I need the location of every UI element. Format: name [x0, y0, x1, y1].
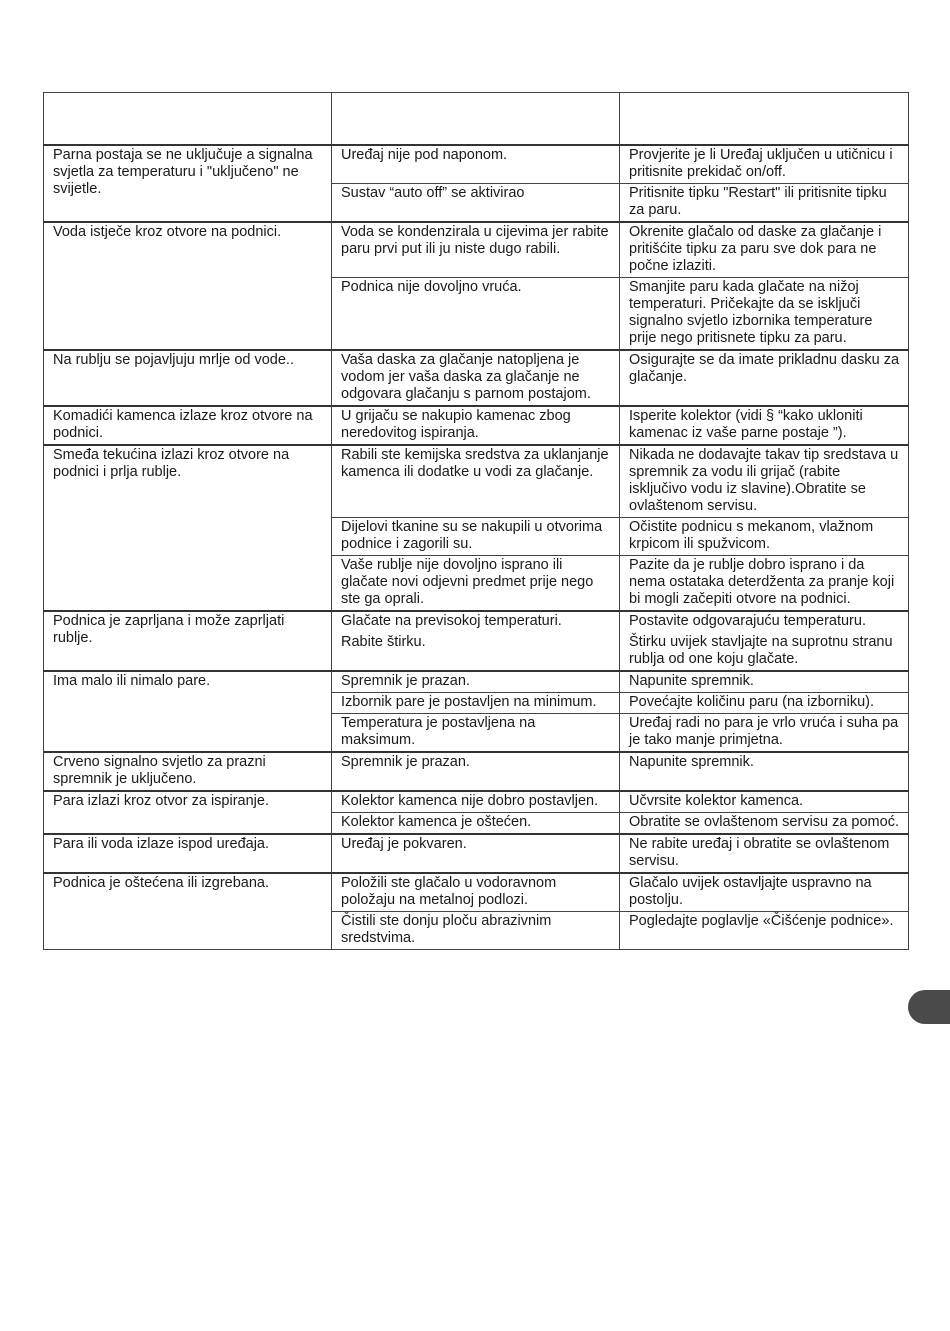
solution-text: Isperite kolektor (vidi § “kako ukloniti kamenac iz vaše parne postaje ”). — [629, 408, 863, 441]
cause-cell — [332, 556, 620, 612]
troubleshooting-table — [43, 92, 909, 950]
table-row — [44, 350, 909, 406]
solution-text: Okrenite glačalo od daske za glačanje i pritišćite tipku za paru sve dok para ne počne izlaziti. — [629, 224, 882, 274]
solution-text: Ne rabite uređaj i obratite se ovlaštenom servisu. — [629, 836, 890, 869]
header-cause — [332, 93, 620, 146]
solution-text: Glačalo uvijek ostavljajte uspravno na postolju. — [629, 875, 872, 908]
solution-text: Osigurajte se da imate prikladnu dasku za glačanje. — [629, 352, 900, 385]
cause-text: Kolektor kamenca nije dobro postavljen. — [341, 793, 599, 809]
solution-cell — [620, 184, 909, 223]
solution-cell — [620, 791, 909, 813]
solution-cell — [620, 350, 909, 406]
solution-text: Nikada ne dodavajte takav tip sredstava u spremnik za vodu ili grijač (rabite isključivo vodu iz slavine).Obratite se ovlaštenom servisu. — [629, 447, 899, 514]
header-problem — [44, 93, 332, 146]
cause-cell — [332, 834, 620, 873]
cause-cell — [332, 714, 620, 753]
table-row — [44, 873, 909, 912]
solution-text: Napunite spremnik. — [629, 673, 754, 689]
cause-cell — [332, 873, 620, 912]
solution-text: Pritisnite tipku "Restart" ili pritisnite tipku za paru. — [629, 185, 887, 218]
cause-cell — [332, 813, 620, 835]
cause-cell — [332, 791, 620, 813]
problem-cell: Para izlazi kroz otvor za ispiranje. — [44, 791, 332, 834]
table-header-row — [44, 93, 909, 146]
table-row — [44, 222, 909, 278]
cause-cell — [332, 693, 620, 714]
problem-cell: Smeđa tekućina izlazi kroz otvore na podnici i prlja rublje. — [44, 445, 332, 611]
cause-text: U grijaču se nakupio kamenac zbog neredovitog ispiranja. — [341, 408, 571, 441]
cause-extra-text: Rabite štirku. — [341, 634, 426, 650]
cause-cell — [332, 752, 620, 791]
cause-text: Izbornik pare je postavljen na minimum. — [341, 694, 597, 710]
cause-cell — [332, 350, 620, 406]
solution-text: Obratite se ovlaštenom servisu za pomoć. — [629, 814, 899, 830]
table-row — [44, 406, 909, 445]
solution-text: Pogledajte poglavlje «Čišćenje podnice». — [629, 913, 894, 929]
solution-cell — [620, 671, 909, 693]
table-row — [44, 671, 909, 693]
solution-text: Uređaj radi no para je vrlo vruća i suha pa je tako manje primjetna. — [629, 715, 899, 748]
cause-cell — [332, 611, 620, 671]
solution-cell — [620, 834, 909, 873]
cause-cell — [332, 222, 620, 278]
solution-cell — [620, 445, 909, 518]
cause-text: Glačate na previsokoj temperaturi. — [341, 613, 562, 629]
problem-cell: Komadići kamenca izlaze kroz otvore na podnici. — [44, 406, 332, 445]
solution-cell — [620, 611, 909, 671]
solution-cell — [620, 222, 909, 278]
solution-text: Postavite odgovarajuću temperaturu. — [629, 613, 866, 629]
cause-cell — [332, 278, 620, 351]
solution-text: Očistite podnicu s mekanom, vlažnom krpicom ili spužvicom. — [629, 519, 874, 552]
cause-text: Kolektor kamenca je oštećen. — [341, 814, 532, 830]
solution-cell — [620, 518, 909, 556]
solution-text: Smanjite paru kada glačate na nižoj temperaturi. Pričekajte da se isključi signalno svjetlo izbornika temperature prije nego pritisnete tipku za paru. — [629, 279, 873, 346]
cause-text: Rabili ste kemijska sredstva za uklanjanje kamenca ili dodatke u vodi za glačanje. — [341, 447, 609, 480]
cause-text: Dijelovi tkanine su se nakupili u otvorima podnice i zagorili su. — [341, 519, 603, 552]
table-row — [44, 611, 909, 671]
solution-cell — [620, 406, 909, 445]
table-row — [44, 445, 909, 518]
problem-cell: Na rublju se pojavljuju mrlje od vode.. — [44, 350, 332, 406]
solution-cell — [620, 813, 909, 835]
solution-extra-text: Štirku uvijek stavljajte na suprotnu stranu rublja od one koju glačate. — [629, 634, 893, 667]
problem-cell: Para ili voda izlaze ispod uređaja. — [44, 834, 332, 873]
table-row — [44, 791, 909, 813]
cause-text: Uređaj nije pod naponom. — [341, 147, 508, 163]
solution-cell — [620, 278, 909, 351]
cause-cell — [332, 912, 620, 950]
solution-text: Povećajte količinu paru (na izborniku). — [629, 694, 875, 710]
problem-cell: Crveno signalno svjetlo za prazni spremnik je uključeno. — [44, 752, 332, 791]
cause-cell — [332, 406, 620, 445]
problem-cell: Parna postaja se ne uključuje a signalna svjetla za temperaturu i "uključeno" ne svijetle. — [44, 145, 332, 222]
cause-text: Voda se kondenzirala u cijevima jer rabite paru prvi put ili ju niste dugo rabili. — [341, 224, 609, 257]
table-row — [44, 752, 909, 791]
solution-text: Pazite da je rublje dobro isprano i da nema ostataka deterdženta za pranje koji bi mogli začepiti otvore na podnici. — [629, 557, 895, 607]
cause-cell — [332, 145, 620, 184]
cause-text: Spremnik je prazan. — [341, 673, 470, 689]
page-tab-marker — [908, 990, 950, 1024]
problem-cell: Voda istječe kroz otvore na podnici. — [44, 222, 332, 350]
cause-text: Vaša daska za glačanje natopljena je vodom jer vaša daska za glačanje ne odgovara glačanju s parnom postajom. — [341, 352, 591, 402]
table-row — [44, 834, 909, 873]
cause-text: Sustav “auto off” se aktivirao — [341, 185, 525, 201]
cause-text: Položili ste glačalo u vodoravnom položaju na metalnoj podlozi. — [341, 875, 557, 908]
table-row — [44, 145, 909, 184]
solution-text: Učvrsite kolektor kamenca. — [629, 793, 804, 809]
problem-cell: Podnica je zaprljana i može zaprljati rublje. — [44, 611, 332, 671]
cause-text: Podnica nije dovoljno vruća. — [341, 279, 522, 295]
solution-cell — [620, 714, 909, 753]
solution-cell — [620, 873, 909, 912]
solution-text: Napunite spremnik. — [629, 754, 754, 770]
problem-cell: Ima malo ili nimalo pare. — [44, 671, 332, 752]
solution-cell — [620, 556, 909, 612]
cause-cell — [332, 445, 620, 518]
header-solution — [620, 93, 909, 146]
cause-text: Čistili ste donju ploču abrazivnim sredstvima. — [341, 913, 552, 946]
cause-cell — [332, 184, 620, 223]
solution-cell — [620, 693, 909, 714]
cause-cell — [332, 518, 620, 556]
solution-cell — [620, 752, 909, 791]
cause-text: Vaše rublje nije dovoljno isprano ili glačate novi odjevni predmet prije nego ste ga oprali. — [341, 557, 594, 607]
cause-cell — [332, 671, 620, 693]
solution-cell — [620, 145, 909, 184]
table-body — [44, 145, 909, 950]
problem-cell: Podnica je oštećena ili izgrebana. — [44, 873, 332, 950]
cause-text: Temperatura je postavljena na maksimum. — [341, 715, 536, 748]
cause-text: Uređaj je pokvaren. — [341, 836, 467, 852]
solution-text: Provjerite je li Uređaj uključen u utičnicu i pritisnite prekidač on/off. — [629, 147, 893, 180]
cause-text: Spremnik je prazan. — [341, 754, 470, 770]
solution-cell — [620, 912, 909, 950]
